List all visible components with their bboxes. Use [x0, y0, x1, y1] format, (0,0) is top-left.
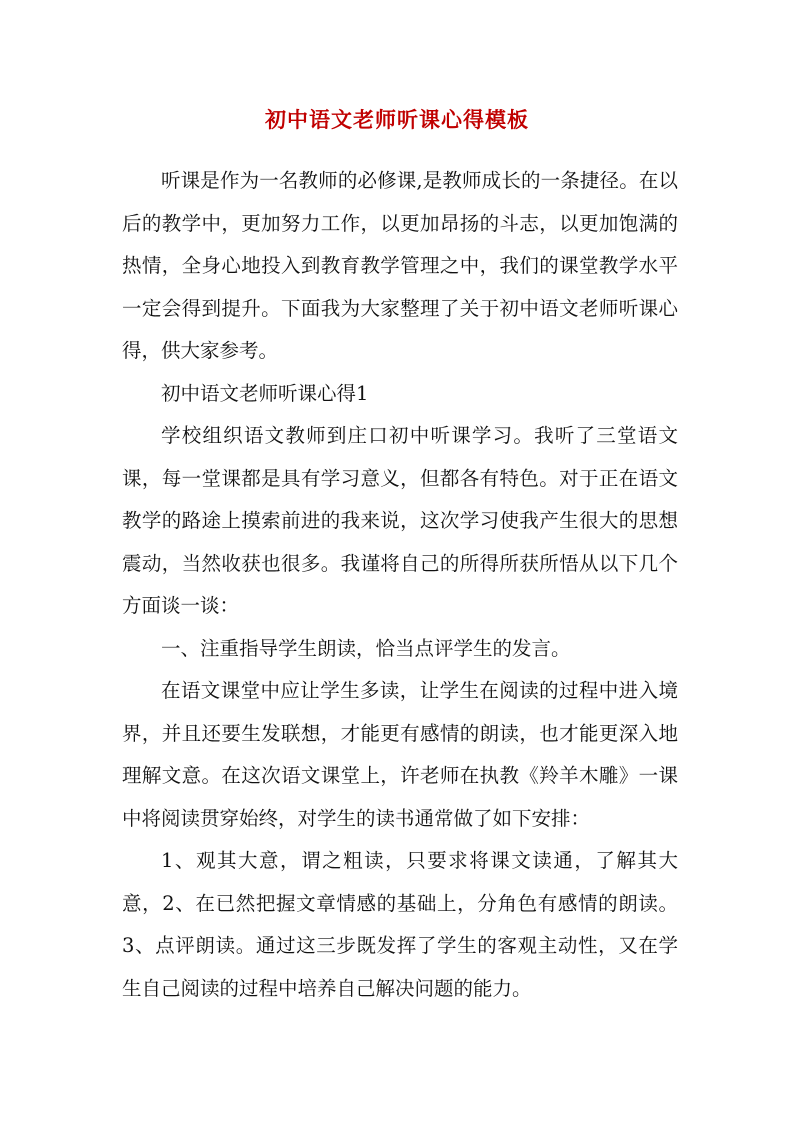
paragraph: 在语文课堂中应让学生多读，让学生在阅读的过程中进入境界，并且还要生发联想，才能更有感情的朗读，也才能更深入地理解文意。在这次语文课堂上，许老师在执教《羚羊木雕》一课中将阅读贯穿始终，对学生的读书通常做了如下安排： — [122, 679, 678, 830]
document-body — [122, 160, 678, 1010]
paragraph-intro: 听课是作为一名教师的必修课,是教师成长的一条捷径。在以后的教学中，更加努力工作，以更加昂扬的斗志，以更加饱满的热情，全身心地投入到教育教学管理之中，我们的课堂教学水平一定会得到提升。下面我为大家整理了关于初中语文老师听课心得，供大家参考。 — [122, 169, 678, 362]
section-heading: 初中语文老师听课心得1 — [161, 381, 369, 405]
paragraph: 1、观其大意，谓之粗读，只要求将课文读通，了解其大意，2、在已然把握文章情感的基础上，分角色有感情的朗读。3、点评朗读。通过这三步既发挥了学生的客观主动性，又在学生自己阅读的过程中培养自己解决问题的能力。 — [122, 849, 678, 1000]
subsection-heading: 一、注重指导学生朗读，恰当点评学生的发言。 — [161, 636, 571, 660]
document-title: 初中语文老师听课心得模板 — [265, 107, 529, 132]
paragraph: 学校组织语文教师到庄口初中听课学习。我听了三堂语文课，每一堂课都是具有学习意义，但都各有特色。对于正在语文教学的路途上摸索前进的我来说，这次学习使我产生很大的思想震动，当然收获也很多。我谨将自己的所得所获所悟从以下几个方面谈一谈： — [122, 424, 678, 617]
